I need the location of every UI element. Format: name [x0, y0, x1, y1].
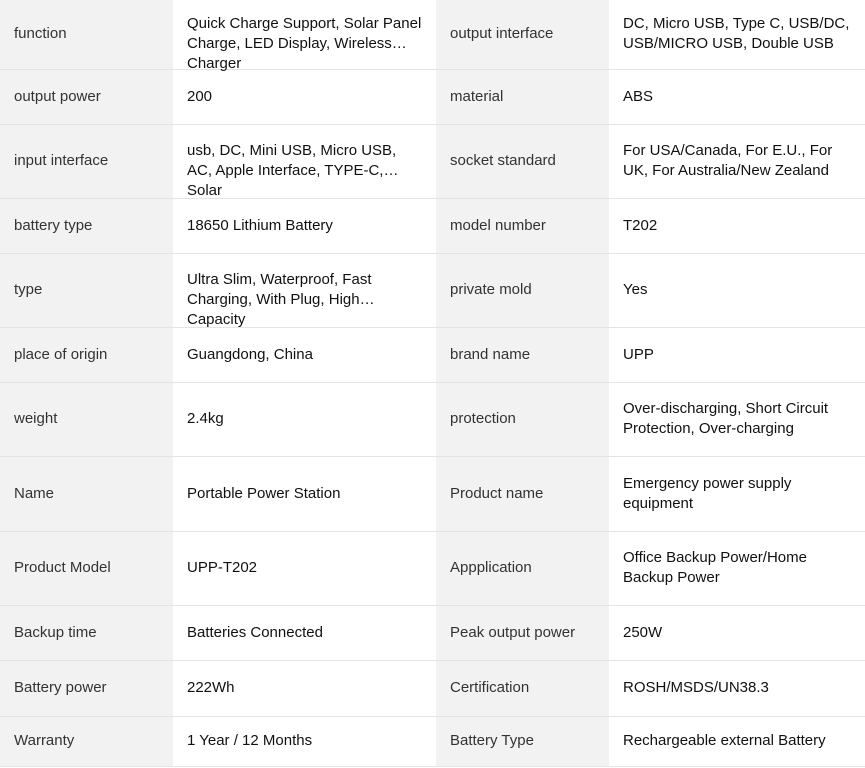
table-row — [0, 327, 865, 382]
spec-key: output power — [0, 69, 173, 124]
spec-value: Emergency power supply equipment — [609, 456, 865, 531]
spec-value: ROSH/MSDS/UN38.3 — [609, 660, 865, 716]
spec-key: socket standard — [436, 124, 609, 198]
spec-value: UPP — [609, 327, 865, 382]
table-row — [0, 69, 865, 124]
spec-key: Battery Type — [436, 716, 609, 766]
spec-value: T202 — [609, 198, 865, 253]
spec-key: weight — [0, 382, 173, 456]
spec-key: protection — [436, 382, 609, 456]
spec-key: Battery power — [0, 660, 173, 716]
spec-key: battery type — [0, 198, 173, 253]
spec-key: material — [436, 69, 609, 124]
spec-key: Warranty — [0, 716, 173, 766]
table-row — [0, 605, 865, 660]
spec-value: 222Wh — [173, 660, 436, 716]
spec-value: 250W — [609, 605, 865, 660]
spec-key: output interface — [436, 0, 609, 69]
spec-key: Appplication — [436, 531, 609, 605]
spec-key: private mold — [436, 253, 609, 327]
spec-value: ABS — [609, 69, 865, 124]
spec-value: Ultra Slim, Waterproof, Fast Charging, With Plug, High Capacity — [173, 253, 436, 327]
spec-value: Over-discharging, Short Circuit Protection, Over-charging — [609, 382, 865, 456]
spec-value: Portable Power Station — [173, 456, 436, 531]
spec-value: 200 — [173, 69, 436, 124]
table-row — [0, 660, 865, 716]
spec-value: Quick Charge Support, Solar Panel Charge, LED Display, Wireless Charger — [173, 0, 436, 69]
table-row — [0, 382, 865, 456]
spec-value: Rechargeable external Battery — [609, 716, 865, 766]
table-row — [0, 253, 865, 327]
spec-key: Certification — [436, 660, 609, 716]
spec-key: Name — [0, 456, 173, 531]
spec-key: brand name — [436, 327, 609, 382]
table-row — [0, 0, 865, 69]
table-row — [0, 531, 865, 605]
spec-value: Batteries Connected — [173, 605, 436, 660]
spec-key: Peak output power — [436, 605, 609, 660]
spec-key: type — [0, 253, 173, 327]
spec-value: Office Backup Power/Home Backup Power — [609, 531, 865, 605]
spec-value: usb, DC, Mini USB, Micro USB, AC, Apple Interface, TYPE-C, Solar — [173, 124, 436, 198]
table-row — [0, 124, 865, 198]
spec-key: Product name — [436, 456, 609, 531]
spec-key: input interface — [0, 124, 173, 198]
table-row — [0, 716, 865, 766]
table-row — [0, 456, 865, 531]
spec-key: Backup time — [0, 605, 173, 660]
spec-value: Guangdong, China — [173, 327, 436, 382]
spec-key: Product Model — [0, 531, 173, 605]
spec-value: For USA/Canada, For E.U., For UK, For Australia/New Zealand — [609, 124, 865, 198]
spec-key: function — [0, 0, 173, 69]
spec-key: model number — [436, 198, 609, 253]
spec-value: Yes — [609, 253, 865, 327]
spec-value: DC, Micro USB, Type C, USB/DC, USB/MICRO USB, Double USB — [609, 0, 865, 69]
spec-value: 1 Year / 12 Months — [173, 716, 436, 766]
table-row — [0, 198, 865, 253]
spec-value: 2.4kg — [173, 382, 436, 456]
spec-key: place of origin — [0, 327, 173, 382]
spec-value: 18650 Lithium Battery — [173, 198, 436, 253]
spec-value: UPP-T202 — [173, 531, 436, 605]
